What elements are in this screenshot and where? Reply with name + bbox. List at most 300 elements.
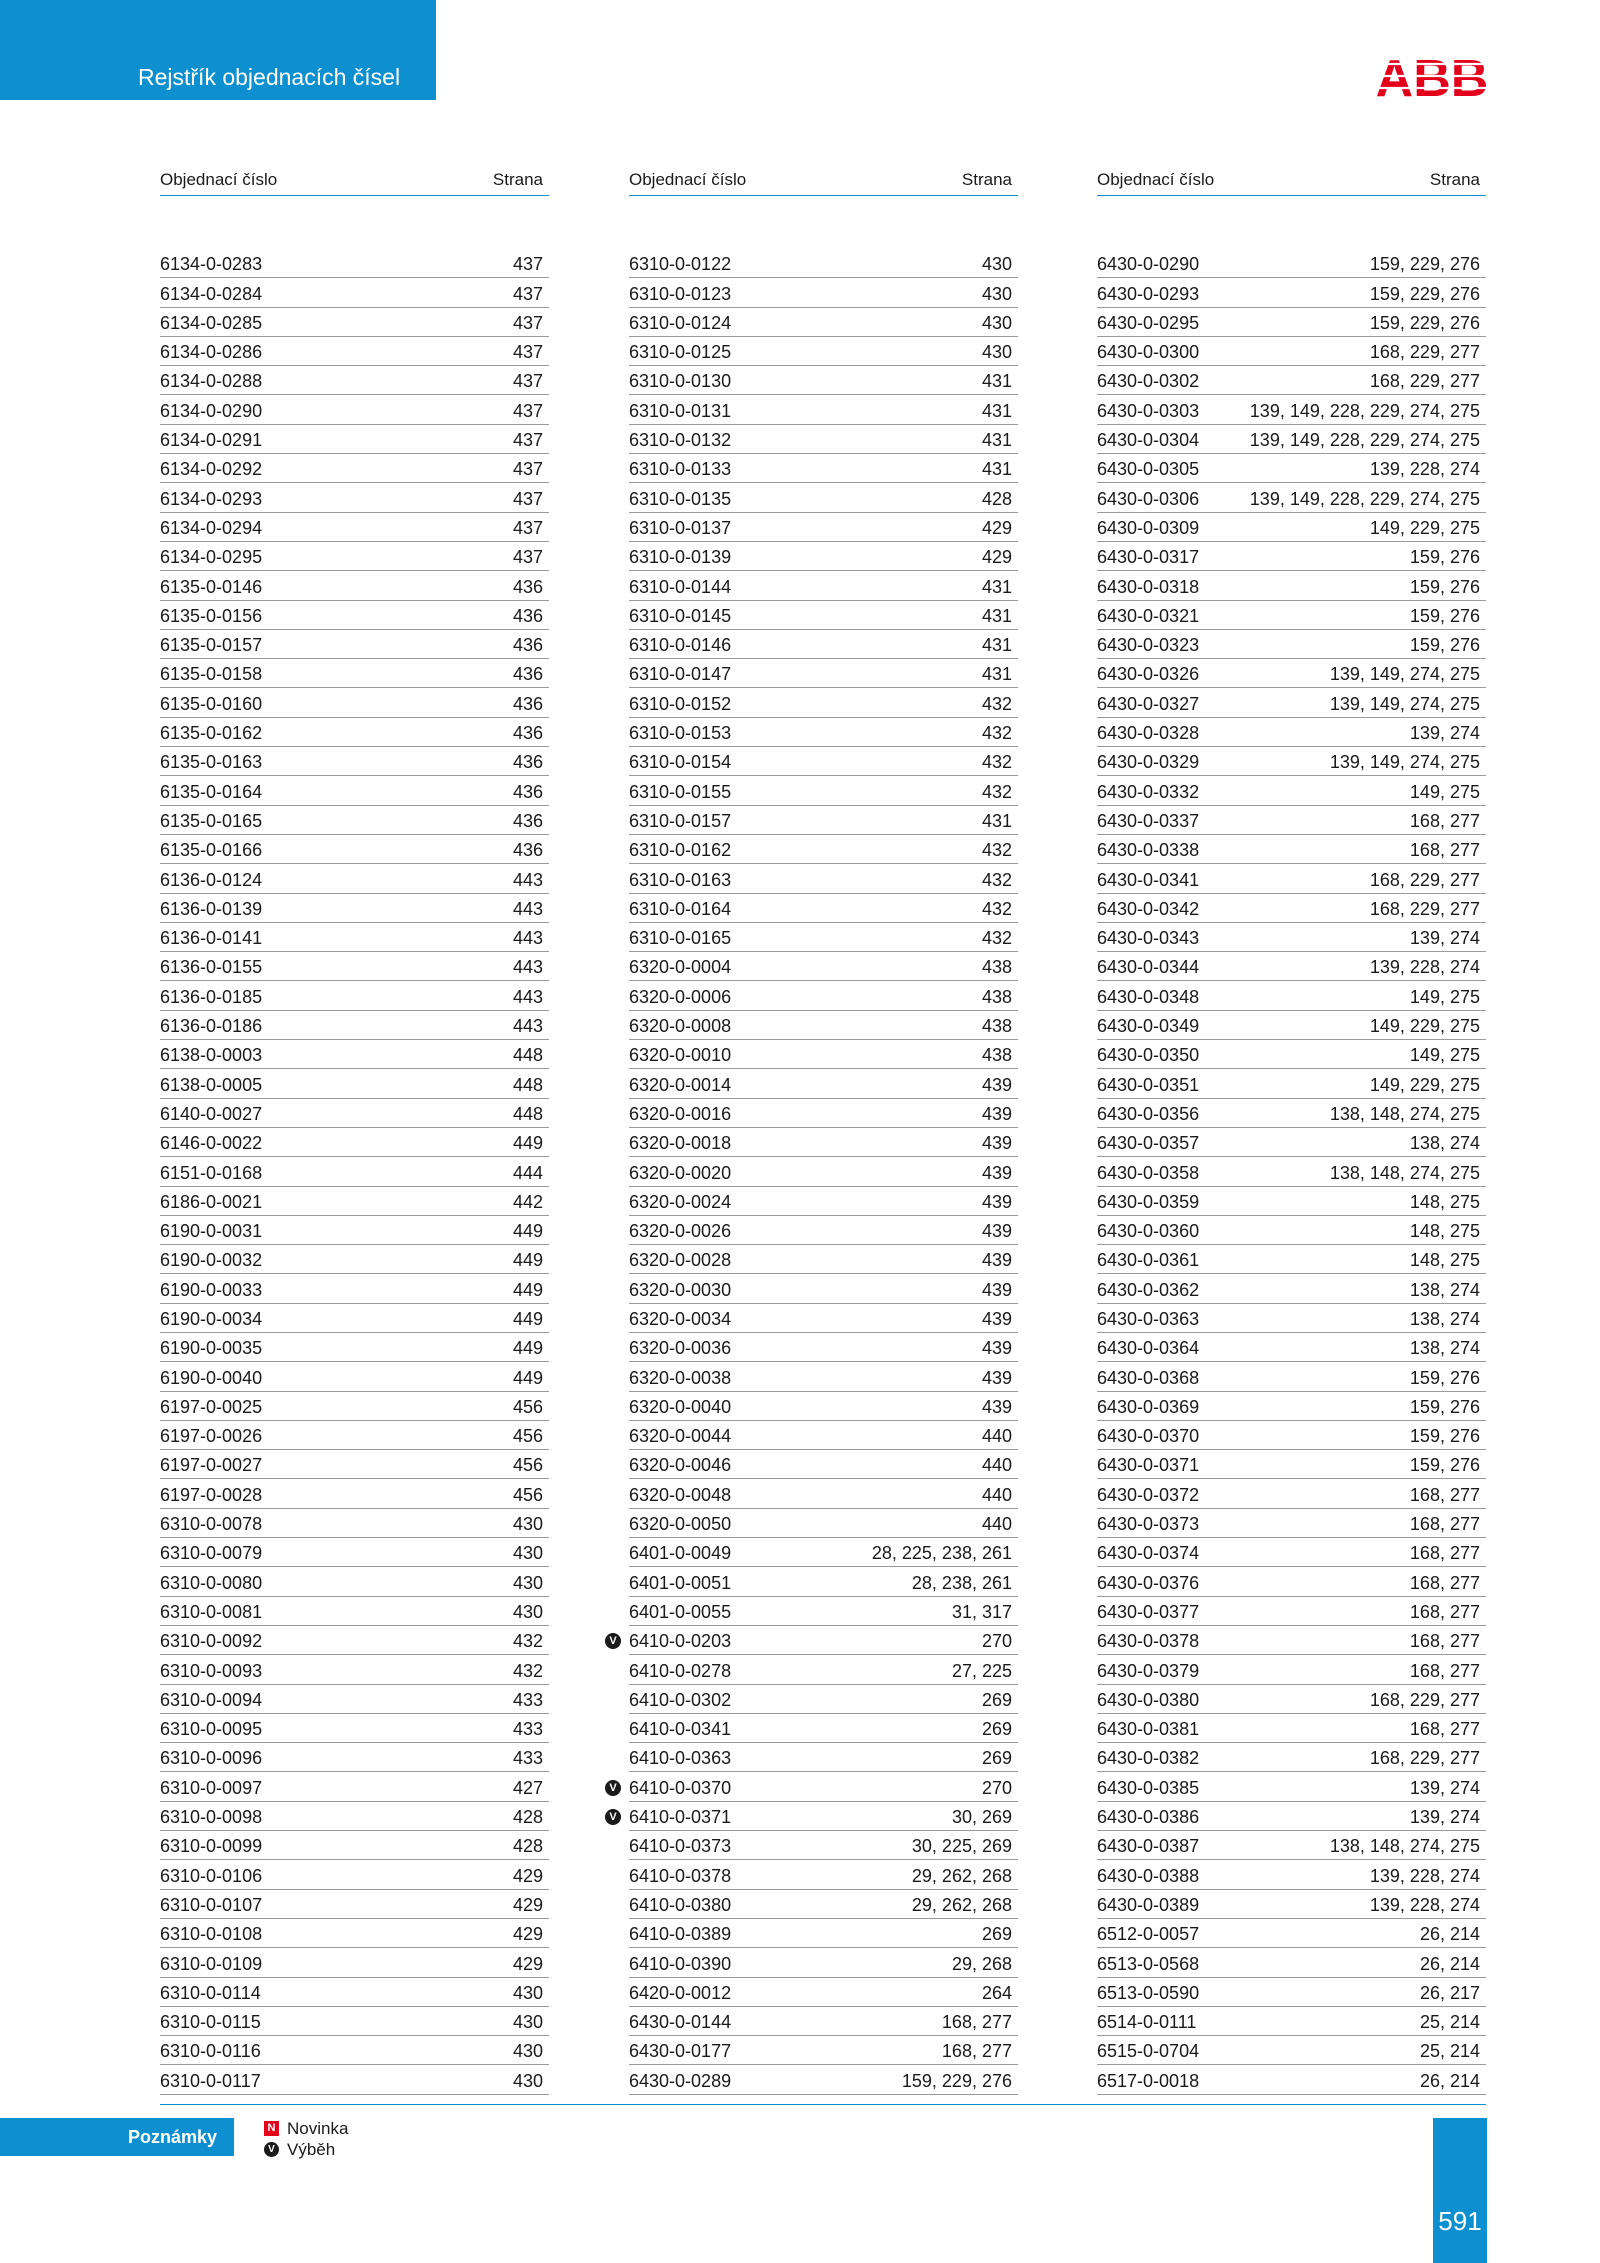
order-number: 6310-0-0093: [160, 1660, 263, 1681]
order-number: 6310-0-0123: [629, 283, 732, 304]
table-row: [1097, 1978, 1486, 2007]
table-row: [629, 1157, 1018, 1186]
order-number: 6310-0-0081: [160, 1601, 263, 1622]
order-number: 6138-0-0003: [160, 1045, 263, 1066]
table-row: [1097, 1685, 1486, 1714]
page-reference: 159, 276: [1409, 1396, 1480, 1417]
order-number: 6310-0-0132: [629, 430, 732, 451]
table-row: [160, 2036, 549, 2065]
order-number: 6513-0-0568: [1097, 1953, 1200, 1974]
legend-item-new: [264, 2118, 348, 2139]
title-bar: [0, 0, 436, 100]
order-number: 6430-0-0363: [1097, 1308, 1200, 1329]
order-number: 6430-0-0378: [1097, 1631, 1200, 1652]
order-number: 6134-0-0286: [160, 342, 263, 363]
page-reference: 432: [981, 840, 1012, 861]
table-row: [629, 718, 1018, 747]
order-number: 6515-0-0704: [1097, 2041, 1200, 2062]
page-reference: 159, 229, 276: [901, 2070, 1012, 2091]
order-number: 6310-0-0131: [629, 400, 732, 421]
order-number: 6310-0-0080: [160, 1572, 263, 1593]
order-number: 6310-0-0145: [629, 605, 732, 626]
table-row: [629, 747, 1018, 776]
table-row: [629, 337, 1018, 366]
order-number: 6430-0-0372: [1097, 1484, 1200, 1505]
page-reference: 269: [981, 1689, 1012, 1710]
table-row: [629, 1245, 1018, 1274]
table-row: [160, 483, 549, 512]
table-row: [629, 1040, 1018, 1069]
page-number-tab: [1433, 2118, 1487, 2263]
order-number: 6430-0-0360: [1097, 1221, 1200, 1242]
table-row: [1097, 981, 1486, 1010]
order-number: 6410-0-0380: [629, 1894, 732, 1915]
table-row: [160, 1099, 549, 1128]
table-row: [1097, 806, 1486, 835]
page-reference: 159, 229, 276: [1369, 254, 1480, 275]
order-number: 6410-0-0373: [629, 1836, 732, 1857]
order-number: 6136-0-0124: [160, 869, 263, 890]
table-row: [609, 1772, 1018, 1801]
page-reference: 149, 229, 275: [1369, 1074, 1480, 1095]
page-reference: 429: [512, 1865, 543, 1886]
page-reference: 437: [512, 342, 543, 363]
page-reference: 139, 149, 228, 229, 274, 275: [1249, 488, 1480, 509]
table-row: [1097, 747, 1486, 776]
table-row: [160, 1392, 549, 1421]
table-row: [629, 923, 1018, 952]
page-reference: 429: [981, 547, 1012, 568]
table-row: [160, 923, 549, 952]
order-number: 6410-0-0341: [629, 1719, 732, 1740]
page-reference: 436: [512, 576, 543, 597]
table-row: [629, 1274, 1018, 1303]
page-reference: 442: [512, 1191, 543, 1212]
table-row: [160, 2007, 549, 2036]
order-number: 6310-0-0079: [160, 1543, 263, 1564]
legend: [264, 2118, 348, 2160]
table-row: [160, 864, 549, 893]
order-number: 6197-0-0028: [160, 1484, 263, 1505]
table-row: [1097, 1567, 1486, 1596]
order-number: 6430-0-0332: [1097, 781, 1200, 802]
page-reference: 148, 275: [1409, 1250, 1480, 1271]
table-row: [1097, 659, 1486, 688]
table-row: [629, 571, 1018, 600]
order-number: 6320-0-0036: [629, 1338, 732, 1359]
page-reference: 139, 228, 274: [1369, 459, 1480, 480]
index-column-1: [160, 158, 549, 2095]
page-reference: 432: [512, 1660, 543, 1681]
order-number: 6430-0-0321: [1097, 605, 1200, 626]
page-reference: 438: [981, 957, 1012, 978]
order-number: 6430-0-0177: [629, 2041, 732, 2062]
table-row: [629, 483, 1018, 512]
page-reference: 138, 148, 274, 275: [1329, 1162, 1480, 1183]
page-reference: 269: [981, 1719, 1012, 1740]
table-row: [160, 1128, 549, 1157]
page-reference: 437: [512, 371, 543, 392]
page-reference: 430: [512, 1601, 543, 1622]
table-row: [1097, 630, 1486, 659]
table-row: [629, 366, 1018, 395]
table-row: [160, 1655, 549, 1684]
table-row: [1097, 718, 1486, 747]
table-row: [160, 1948, 549, 1977]
order-number: 6310-0-0115: [160, 2012, 261, 2033]
order-number: 6320-0-0006: [629, 986, 732, 1007]
page-reference: 149, 229, 275: [1369, 1016, 1480, 1037]
order-number: 6310-0-0109: [160, 1953, 263, 1974]
table-row: [160, 1362, 549, 1391]
page-reference: 438: [981, 1016, 1012, 1037]
page-reference: 31, 317: [951, 1601, 1012, 1622]
page-reference: 431: [981, 371, 1012, 392]
page-reference: 168, 277: [1409, 1660, 1480, 1681]
order-number: 6320-0-0040: [629, 1396, 732, 1417]
page-reference: 437: [512, 517, 543, 538]
header-order-number: Objednací číslo: [629, 170, 747, 189]
page-reference: 439: [981, 1162, 1012, 1183]
page-reference: 138, 148, 274, 275: [1329, 1103, 1480, 1124]
order-number: 6320-0-0016: [629, 1103, 732, 1124]
page-reference: 432: [981, 928, 1012, 949]
page-reference: 168, 277: [1409, 1514, 1480, 1535]
order-number: 6310-0-0165: [629, 928, 732, 949]
page-reference: 139, 149, 228, 229, 274, 275: [1249, 400, 1480, 421]
page-reference: 159, 229, 276: [1369, 312, 1480, 333]
page-reference: 159, 276: [1409, 1455, 1480, 1476]
page-reference: 168, 229, 277: [1369, 342, 1480, 363]
order-number: 6410-0-0302: [629, 1689, 732, 1710]
table-row: [629, 1685, 1018, 1714]
page-reference: 138, 274: [1409, 1133, 1480, 1154]
page-reference: 436: [512, 840, 543, 861]
table-row: [1097, 395, 1486, 424]
order-number: 6320-0-0034: [629, 1308, 732, 1329]
page-reference: 436: [512, 693, 543, 714]
page-reference: 438: [981, 986, 1012, 1007]
order-number: 6320-0-0030: [629, 1279, 732, 1300]
table-row: [160, 1714, 549, 1743]
table-row: [629, 1538, 1018, 1567]
page-reference: 168, 277: [1409, 1719, 1480, 1740]
page-reference: 433: [512, 1748, 543, 1769]
page-reference: 430: [512, 2012, 543, 2033]
order-number: 6430-0-0386: [1097, 1807, 1200, 1828]
phaseout-mark-icon: V: [605, 1633, 621, 1649]
table-row: [629, 1655, 1018, 1684]
order-number: 6320-0-0028: [629, 1250, 732, 1271]
order-number: 6430-0-0293: [1097, 283, 1200, 304]
order-number: 6310-0-0146: [629, 635, 732, 656]
page-reference: 439: [981, 1367, 1012, 1388]
order-number: 6517-0-0018: [1097, 2070, 1200, 2091]
index-column-3: [1097, 158, 1486, 2095]
table-row: [160, 308, 549, 337]
table-row: [160, 1802, 549, 1831]
order-number: 6190-0-0034: [160, 1308, 263, 1329]
table-row: [629, 308, 1018, 337]
index-rows: [609, 249, 1018, 2095]
table-row: [629, 278, 1018, 307]
page-reference: 448: [512, 1103, 543, 1124]
order-number: 6190-0-0035: [160, 1338, 263, 1359]
order-number: 6430-0-0302: [1097, 371, 1200, 392]
order-number: 6430-0-0318: [1097, 576, 1200, 597]
page-reference: 437: [512, 430, 543, 451]
page-reference: 443: [512, 869, 543, 890]
order-number: 6430-0-0370: [1097, 1426, 1200, 1447]
order-number: 6136-0-0186: [160, 1016, 263, 1037]
table-row: [1097, 1714, 1486, 1743]
page-reference: 429: [512, 1953, 543, 1974]
page-reference: 436: [512, 781, 543, 802]
page-reference: 430: [981, 283, 1012, 304]
order-number: 6134-0-0295: [160, 547, 263, 568]
table-row: [1097, 2007, 1486, 2036]
table-row: [629, 425, 1018, 454]
table-row: [629, 1509, 1018, 1538]
order-number: 6151-0-0168: [160, 1162, 263, 1183]
table-row: [160, 952, 549, 981]
page-reference: 443: [512, 1016, 543, 1037]
page-reference: 139, 149, 228, 229, 274, 275: [1249, 430, 1480, 451]
table-row: [629, 1421, 1018, 1450]
page-reference: 443: [512, 957, 543, 978]
table-row: [160, 1187, 549, 1216]
table-row: [629, 2065, 1018, 2094]
table-row: [1097, 776, 1486, 805]
order-number: 6134-0-0283: [160, 254, 263, 275]
order-number: 6310-0-0092: [160, 1631, 263, 1652]
order-number: 6430-0-0337: [1097, 810, 1200, 831]
table-row: [629, 1714, 1018, 1743]
page-reference: 264: [981, 1982, 1012, 2003]
order-number: 6190-0-0031: [160, 1221, 263, 1242]
table-row: [1097, 894, 1486, 923]
page-reference: 168, 229, 277: [1369, 371, 1480, 392]
page-reference: 432: [981, 693, 1012, 714]
legend-item-phaseout: [264, 2139, 348, 2160]
order-number: 6136-0-0139: [160, 898, 263, 919]
order-number: 6135-0-0156: [160, 605, 263, 626]
order-number: 6310-0-0133: [629, 459, 732, 480]
table-row: [629, 1099, 1018, 1128]
table-row: [160, 1860, 549, 1889]
page-reference: 28, 225, 238, 261: [871, 1543, 1012, 1564]
page-reference: 270: [981, 1631, 1012, 1652]
page-reference: 433: [512, 1689, 543, 1710]
table-row: [160, 806, 549, 835]
page-reference: 429: [512, 1894, 543, 1915]
page-reference: 431: [981, 810, 1012, 831]
order-number: 6310-0-0106: [160, 1865, 263, 1886]
order-number: 6135-0-0165: [160, 810, 263, 831]
page-reference: 168, 229, 277: [1369, 869, 1480, 890]
table-row: [160, 1772, 549, 1801]
order-number: 6320-0-0020: [629, 1162, 732, 1183]
page-reference: 427: [512, 1777, 543, 1798]
order-number: 6320-0-0050: [629, 1514, 732, 1535]
table-row: [1097, 1538, 1486, 1567]
table-row: [629, 1948, 1018, 1977]
table-row: [1097, 1831, 1486, 1860]
page-reference: 149, 229, 275: [1369, 517, 1480, 538]
order-number: 6401-0-0051: [629, 1572, 732, 1593]
order-number: 6320-0-0004: [629, 957, 732, 978]
order-number: 6430-0-0144: [629, 2012, 732, 2033]
page-reference: 440: [981, 1514, 1012, 1535]
order-number: 6430-0-0377: [1097, 1601, 1200, 1622]
order-number: 6310-0-0098: [160, 1807, 263, 1828]
page-reference: 430: [981, 342, 1012, 363]
table-row: [1097, 1157, 1486, 1186]
table-row: [1097, 542, 1486, 571]
table-row: [160, 1157, 549, 1186]
order-number: 6135-0-0162: [160, 723, 263, 744]
table-row: [160, 366, 549, 395]
order-number: 6430-0-0389: [1097, 1894, 1200, 1915]
page-reference: 436: [512, 752, 543, 773]
order-number: 6430-0-0328: [1097, 723, 1200, 744]
page-reference: 26, 214: [1419, 2070, 1480, 2091]
table-row: [629, 1011, 1018, 1040]
page-reference: 139, 274: [1409, 1807, 1480, 1828]
order-number: 6310-0-0108: [160, 1924, 263, 1945]
phaseout-badge-icon: V: [264, 2142, 279, 2157]
order-number: 6430-0-0380: [1097, 1689, 1200, 1710]
order-number: 6135-0-0163: [160, 752, 263, 773]
table-row: [1097, 1450, 1486, 1479]
order-number: 6430-0-0385: [1097, 1777, 1200, 1798]
order-number: 6430-0-0361: [1097, 1250, 1200, 1271]
table-row: [1097, 601, 1486, 630]
table-row: [1097, 1860, 1486, 1889]
table-row: [160, 513, 549, 542]
page-reference: 440: [981, 1455, 1012, 1476]
table-row: [629, 1890, 1018, 1919]
table-row: [629, 1069, 1018, 1098]
table-row: [1097, 1274, 1486, 1303]
phaseout-mark-icon: V: [605, 1780, 621, 1796]
header-page: Strana: [492, 170, 543, 189]
order-number: 6310-0-0153: [629, 723, 732, 744]
page-reference: 439: [981, 1103, 1012, 1124]
order-number: 6186-0-0021: [160, 1191, 263, 1212]
page-reference: 139, 274: [1409, 1777, 1480, 1798]
notes-label: Poznámky: [0, 2118, 234, 2156]
order-number: 6430-0-0381: [1097, 1719, 1200, 1740]
order-number: 6320-0-0024: [629, 1191, 732, 1212]
page-reference: 168, 277: [1409, 810, 1480, 831]
page-reference: 437: [512, 312, 543, 333]
order-number: 6410-0-0363: [629, 1748, 732, 1769]
order-number: 6146-0-0022: [160, 1133, 263, 1154]
table-row: [160, 659, 549, 688]
order-number: 6310-0-0164: [629, 898, 732, 919]
order-number: 6430-0-0373: [1097, 1514, 1200, 1535]
order-number: 6135-0-0157: [160, 635, 263, 656]
order-number: 6410-0-0370: [629, 1777, 732, 1798]
table-row: [1097, 513, 1486, 542]
page-reference: 270: [981, 1777, 1012, 1798]
order-number: 6401-0-0055: [629, 1601, 732, 1622]
page-reference: 139, 149, 274, 275: [1329, 752, 1480, 773]
table-row: [160, 1274, 549, 1303]
table-row: [1097, 688, 1486, 717]
order-number: 6512-0-0057: [1097, 1924, 1200, 1945]
table-row: [160, 1011, 549, 1040]
order-number: 6134-0-0284: [160, 283, 263, 304]
table-row: [160, 776, 549, 805]
order-number: 6430-0-0349: [1097, 1016, 1200, 1037]
order-number: 6401-0-0049: [629, 1543, 732, 1564]
table-row: [160, 1831, 549, 1860]
table-row: [160, 278, 549, 307]
page-reference: 432: [981, 869, 1012, 890]
table-row: [1097, 1128, 1486, 1157]
order-number: 6190-0-0033: [160, 1279, 263, 1300]
page-reference: 430: [512, 1514, 543, 1535]
page-reference: 139, 228, 274: [1369, 957, 1480, 978]
page-reference: 168, 229, 277: [1369, 1689, 1480, 1710]
order-number: 6136-0-0141: [160, 928, 263, 949]
order-number: 6310-0-0144: [629, 576, 732, 597]
page-reference: 456: [512, 1426, 543, 1447]
page-reference: 139, 149, 274, 275: [1329, 664, 1480, 685]
page-reference: 440: [981, 1484, 1012, 1505]
order-number: 6410-0-0390: [629, 1953, 732, 1974]
table-row: [629, 601, 1018, 630]
table-row: [629, 1743, 1018, 1772]
table-row: [1097, 483, 1486, 512]
table-row: [160, 1597, 549, 1626]
order-number: 6320-0-0044: [629, 1426, 732, 1447]
order-number: 6320-0-0010: [629, 1045, 732, 1066]
page-reference: 168, 277: [1409, 1631, 1480, 1652]
order-number: 6320-0-0026: [629, 1221, 732, 1242]
page-reference: 456: [512, 1396, 543, 1417]
order-number: 6420-0-0012: [629, 1982, 732, 2003]
index-rows: [1097, 249, 1486, 2095]
order-number: 6310-0-0154: [629, 752, 732, 773]
table-row: [1097, 864, 1486, 893]
order-number: 6310-0-0124: [629, 312, 732, 333]
page-reference: 430: [512, 1982, 543, 2003]
page-reference: 443: [512, 928, 543, 949]
order-number: 6430-0-0388: [1097, 1865, 1200, 1886]
page-reference: 168, 277: [1409, 1601, 1480, 1622]
page-reference: 449: [512, 1367, 543, 1388]
page-reference: 25, 214: [1419, 2041, 1480, 2062]
page-reference: 433: [512, 1719, 543, 1740]
page-reference: 159, 229, 276: [1369, 283, 1480, 304]
order-number: 6430-0-0382: [1097, 1748, 1200, 1769]
order-number: 6310-0-0114: [160, 1982, 261, 2003]
order-number: 6197-0-0026: [160, 1426, 263, 1447]
page-number: 591: [1438, 2206, 1482, 2236]
page-reference: 26, 214: [1419, 1924, 1480, 1945]
order-number: 6430-0-0300: [1097, 342, 1200, 363]
table-row: [1097, 1011, 1486, 1040]
order-number: 6310-0-0163: [629, 869, 732, 890]
page-reference: 437: [512, 400, 543, 421]
page-reference: 428: [981, 488, 1012, 509]
table-row: [160, 1245, 549, 1274]
table-row: [1097, 1948, 1486, 1977]
order-number: 6134-0-0285: [160, 312, 263, 333]
